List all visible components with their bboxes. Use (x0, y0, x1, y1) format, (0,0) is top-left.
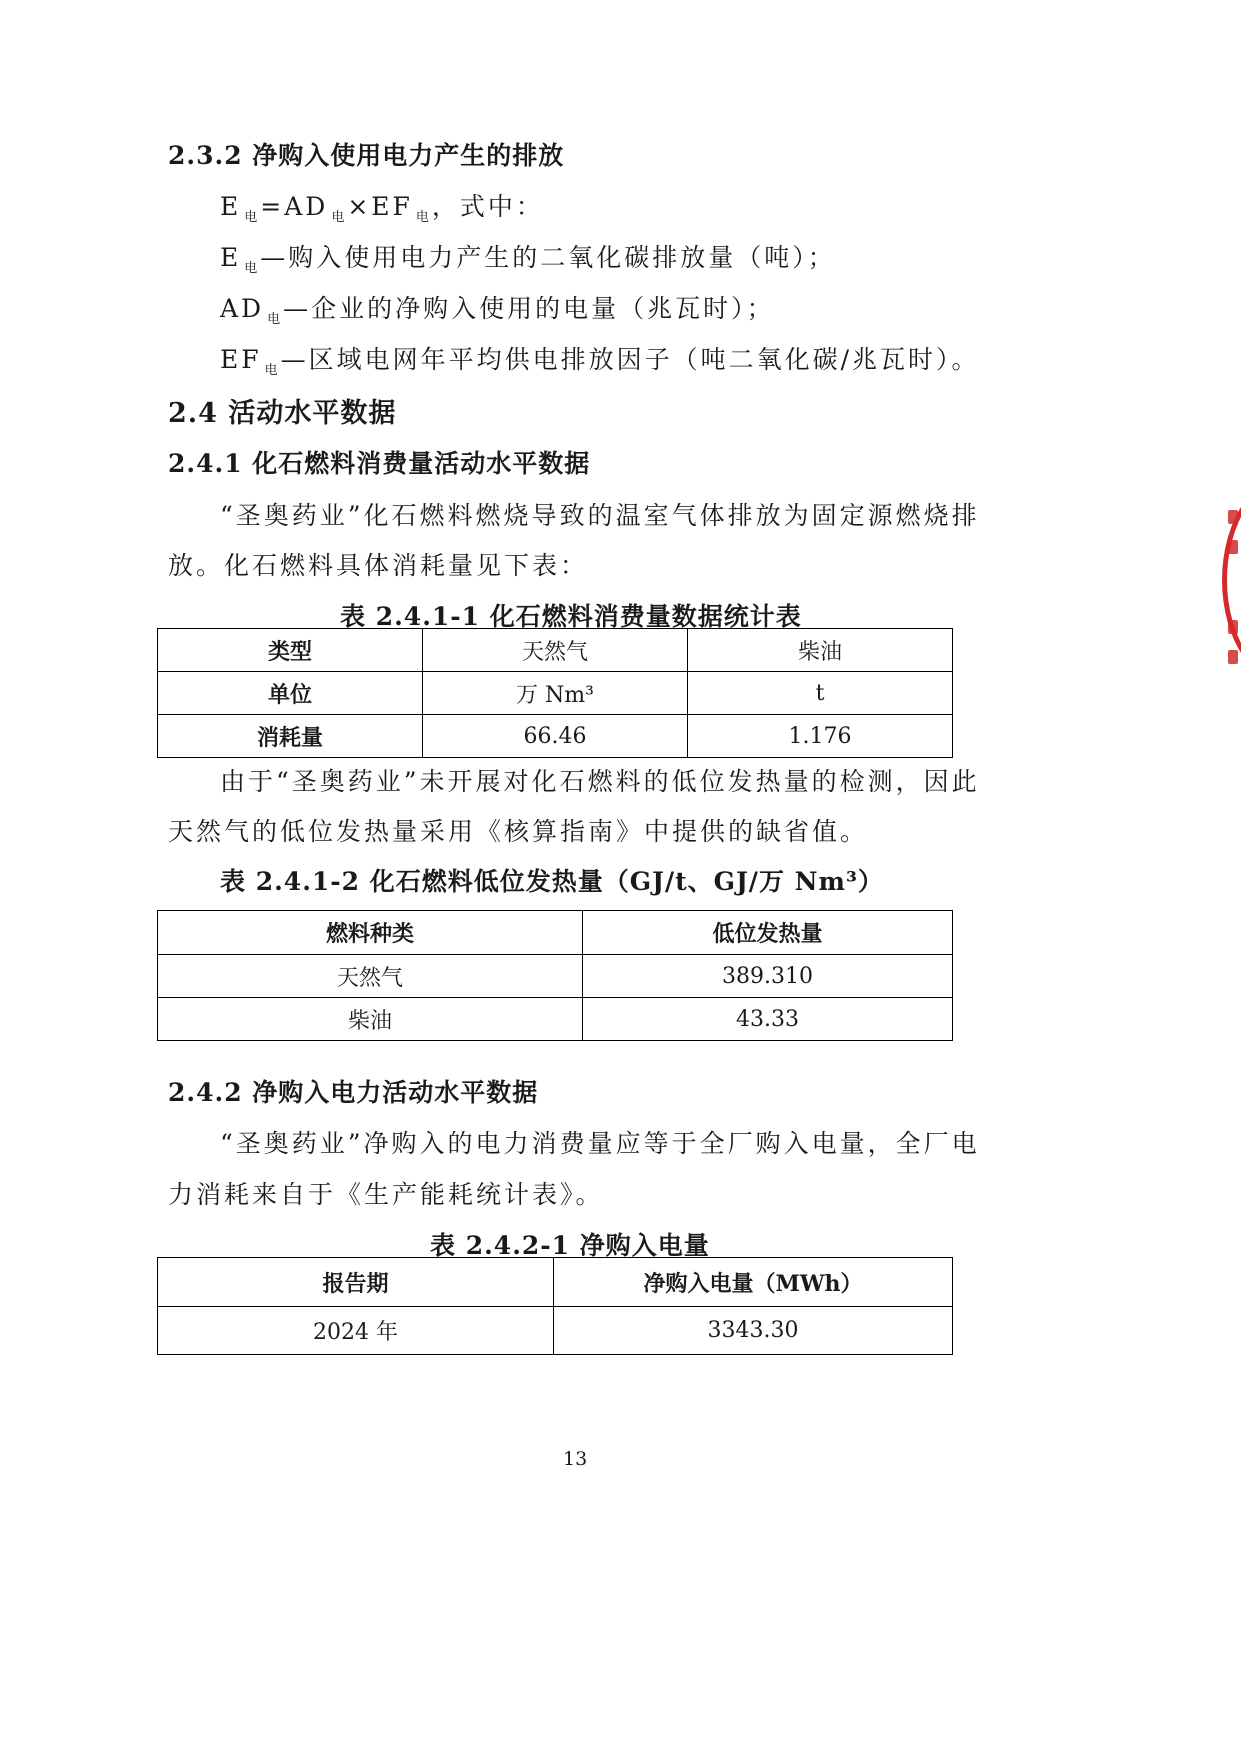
definition-line (220, 340, 980, 376)
purchased-electricity-table (157, 1257, 953, 1355)
seal-glyph (1228, 510, 1238, 524)
formula-subscript: 电 (331, 210, 345, 225)
formula-symbol: =AD (260, 192, 329, 221)
section-heading-2-4-1: 2.4.1 化石燃料消费量活动水平数据 (168, 449, 591, 478)
formula-line (220, 187, 544, 223)
table-cell: 天然气 (158, 955, 583, 998)
definition-symbol: EF (220, 345, 262, 374)
seal-glyph (1228, 650, 1238, 664)
table-cell: 2024 年 (158, 1307, 554, 1355)
definition-text: —企业的净购入使用的电量（兆瓦时）； (283, 294, 775, 323)
table-row (158, 1307, 953, 1355)
formula-tail: ，式中： (431, 192, 544, 221)
table-cell: 万 Nm³ (423, 672, 688, 715)
definition-text: —区域电网年平均供电排放因子（吨二氧化碳/兆瓦时）。 (280, 345, 980, 374)
table-cell: 1.176 (688, 715, 953, 758)
paragraph-line: “圣奥药业”净购入的电力消费量应等于全厂购入电量，全厂电 (220, 1129, 980, 1158)
definition-symbol: E (220, 243, 242, 272)
table-caption: 表 2.4.2-1 净购入电量 (430, 1231, 710, 1260)
section-heading-2-4-2: 2.4.2 净购入电力活动水平数据 (168, 1078, 539, 1107)
paragraph-line: “圣奥药业”化石燃料燃烧导致的温室气体排放为固定源燃烧排 (220, 501, 980, 530)
table-cell: 柴油 (158, 998, 583, 1041)
table-row (158, 955, 953, 998)
table-cell: 43.33 (583, 998, 953, 1041)
table-header-cell: 燃料种类 (158, 911, 583, 955)
fuel-consumption-table (157, 628, 953, 758)
table-cell: 柴油 (688, 629, 953, 672)
definition-line (220, 238, 836, 274)
formula-subscript: 电 (415, 210, 429, 225)
table-cell: 389.310 (583, 955, 953, 998)
definition-subscript: 电 (244, 261, 258, 276)
formula-symbol: E (220, 192, 242, 221)
definition-text: —购入使用电力产生的二氧化碳排放量（吨）； (260, 243, 836, 272)
table-caption: 表 2.4.1-1 化石燃料消费量数据统计表 (340, 602, 802, 631)
seal-stamp-icon (1222, 470, 1241, 690)
table-row-label: 消耗量 (158, 715, 423, 758)
section-heading-2-3-2: 2.3.2 净购入使用电力产生的排放 (168, 141, 565, 170)
table-header-cell: 低位发热量 (583, 911, 953, 955)
table-caption: 表 2.4.1-2 化石燃料低位发热量（GJ/t、GJ/万 Nm³） (220, 867, 884, 896)
seal-glyph (1228, 620, 1238, 634)
paragraph-line: 力消耗来自于《生产能耗统计表》。 (168, 1180, 604, 1209)
page-number: 13 (563, 1448, 588, 1470)
table-cell: 66.46 (423, 715, 688, 758)
table-row-label: 类型 (158, 629, 423, 672)
definition-symbol: AD (220, 294, 265, 323)
paragraph-line: 放。化石燃料具体消耗量见下表： (168, 551, 589, 580)
section-heading-2-4: 2.4 活动水平数据 (168, 398, 397, 429)
paragraph-line: 由于“圣奥药业”未开展对化石燃料的低位发热量的检测，因此 (220, 767, 980, 796)
table-row-label: 单位 (158, 672, 423, 715)
formula-subscript: 电 (244, 210, 258, 225)
definition-subscript: 电 (267, 312, 281, 327)
table-header-row (158, 1258, 953, 1307)
table-cell: 3343.30 (554, 1307, 953, 1355)
seal-glyph (1228, 540, 1238, 554)
definition-line (220, 289, 775, 325)
table-row (158, 715, 953, 758)
table-cell: t (688, 672, 953, 715)
table-header-cell: 报告期 (158, 1258, 554, 1307)
heating-value-table (157, 910, 953, 1041)
table-header-row (158, 911, 953, 955)
table-row (158, 998, 953, 1041)
table-cell: 天然气 (423, 629, 688, 672)
paragraph-line: 天然气的低位发热量采用《核算指南》中提供的缺省值。 (168, 817, 869, 846)
formula-symbol: ×EF (347, 192, 413, 221)
table-header-cell: 净购入电量（MWh） (554, 1258, 953, 1307)
table-row (158, 629, 953, 672)
table-row (158, 672, 953, 715)
definition-subscript: 电 (264, 363, 278, 378)
